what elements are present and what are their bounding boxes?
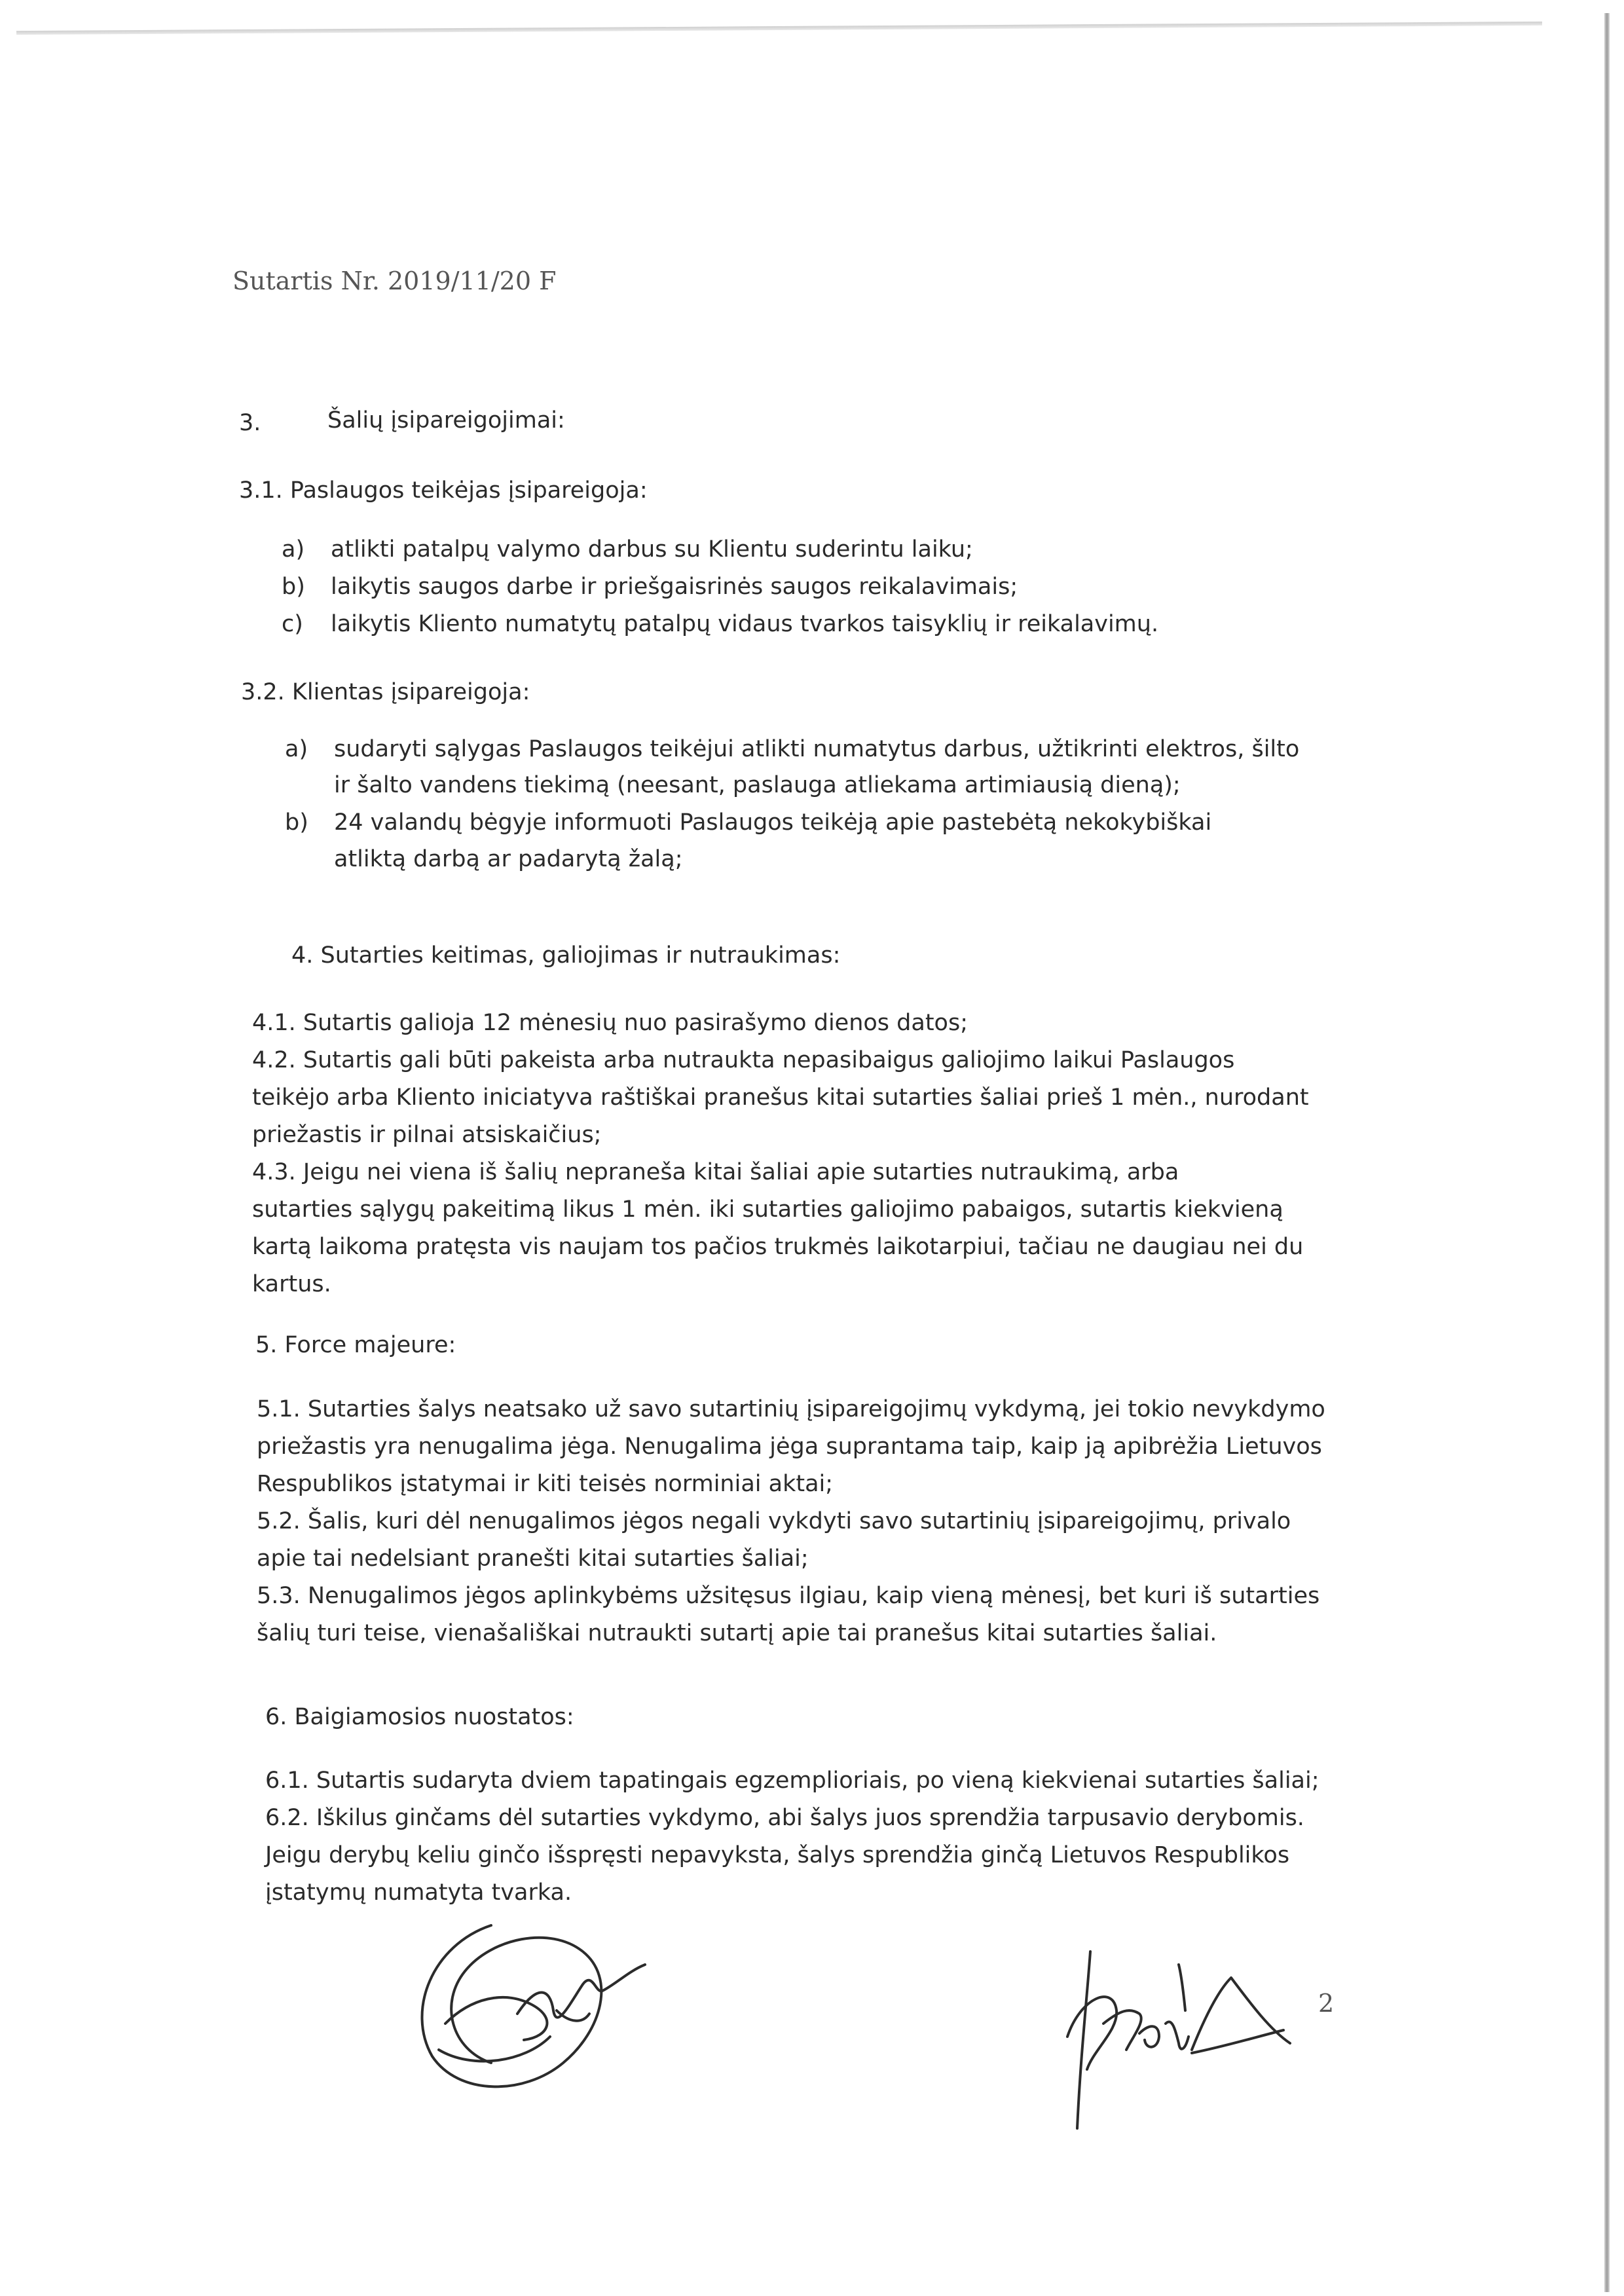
section-4-line: teikėjo arba Kliento iniciatyva raštiškai pranešus kitai sutarties šaliai prieš 1 mėn., nurodant [252, 1084, 1309, 1111]
section-5-line: apie tai nedelsiant pranešti kitai sutarties šaliai; [257, 1546, 809, 1572]
section-3-1-heading: 3.1. Paslaugos teikėjas įsipareigoja: [239, 477, 648, 504]
section-3-2-heading: 3.2. Klientas įsipareigoja: [241, 679, 530, 705]
section-5-title: 5. Force majeure: [255, 1332, 456, 1358]
section-5-line: 5.3. Nenugalimos jėgos aplinkybėms užsitęsus ilgiau, kaip vieną mėnesį, bet kuri iš sutarties [257, 1583, 1320, 1609]
scan-edge-right [1604, 13, 1610, 2292]
section-3-1-item-a: a) atlikti patalpų valymo darbus su Klientu suderintu laiku; [282, 536, 973, 563]
signature-right [1041, 1938, 1316, 2135]
section-3-2-item-b-cont: atliktą darbą ar padarytą žalą; [334, 846, 683, 872]
section-4-line: sutarties sąlygų pakeitimą likus 1 mėn. iki sutarties galiojimo pabaigos, sutartis kiekvieną [252, 1196, 1283, 1223]
signature-left [393, 1899, 668, 2122]
section-5-line: Respublikos įstatymai ir kiti teisės norminiai aktai; [257, 1471, 834, 1497]
contract-number: Sutartis Nr. 2019/11/20 F [232, 267, 557, 295]
section-5-line: priežastis yra nenugalima jėga. Nenugalima jėga suprantama taip, kaip ją apibrėžia Lietuvos [257, 1434, 1322, 1460]
page-number: 2 [1318, 1989, 1335, 2018]
section-3-2-item-a-cont: ir šalto vandens tiekimą (neesant, paslauga atliekama artimiausią dieną); [334, 772, 1181, 798]
section-4-line: priežastis ir pilnai atsiskaičius; [252, 1122, 602, 1148]
section-4-line: 4.2. Sutartis gali būti pakeista arba nutraukta nepasibaigus galiojimo laikui Paslaugos [252, 1047, 1235, 1073]
section-5-line: 5.2. Šalis, kuri dėl nenugalimos jėgos negali vykdyti savo sutartinių įsipareigojimų, privalo [257, 1508, 1291, 1534]
section-4-line: 4.3. Jeigu nei viena iš šalių nepraneša kitai šaliai apie sutarties nutraukimą, arba [252, 1159, 1179, 1185]
section-4-line: kartus. [252, 1271, 331, 1297]
section-6-line: 6.2. Iškilus ginčams dėl sutarties vykdymo, abi šalys juos sprendžia tarpusavio derybomis. [265, 1805, 1304, 1831]
section-3-2-item-b: b) 24 valandų bėgyje informuoti Paslaugos teikėją apie pastebėtą nekokybiškai [285, 809, 1212, 836]
section-6-line: įstatymų numatyta tvarka. [265, 1879, 572, 1906]
section-4-title: 4. Sutarties keitimas, galiojimas ir nutraukimas: [291, 942, 841, 969]
section-3-title: Šalių įsipareigojimai: [327, 407, 565, 434]
section-4-line: kartą laikoma pratęsta vis naujam tos pačios trukmės laikotarpiui, tačiau ne daugiau nei du [252, 1234, 1304, 1260]
section-5-line: šalių turi teise, vienašališkai nutraukti sutartį apie tai pranešus kitai sutarties šaliai. [257, 1620, 1217, 1646]
section-3-1-item-c: c) laikytis Kliento numatytų patalpų vidaus tvarkos taisyklių ir reikalavimų. [282, 611, 1159, 637]
section-6-line: 6.1. Sutartis sudaryta dviem tapatingais egzemplioriais, po vieną kiekvienai sutarties šaliai; [265, 1768, 1320, 1794]
section-3-number: 3. [239, 410, 261, 436]
section-5-line: 5.1. Sutarties šalys neatsako už savo sutartinių įsipareigojimų vykdymą, jei tokio nevykdymo [257, 1396, 1325, 1422]
section-3-2-item-a: a) sudaryti sąlygas Paslaugos teikėjui atlikti numatytus darbus, užtikrinti elektros, šilto [285, 736, 1300, 762]
section-3-1-item-b: b) laikytis saugos darbe ir priešgaisrinės saugos reikalavimais; [282, 574, 1018, 600]
scan-edge-top [16, 22, 1542, 35]
section-6-title: 6. Baigiamosios nuostatos: [265, 1704, 574, 1730]
section-6-line: Jeigu derybų keliu ginčo išspręsti nepavyksta, šalys sprendžia ginčą Lietuvos Respublikos [265, 1842, 1290, 1868]
section-4-line: 4.1. Sutartis galioja 12 mėnesių nuo pasirašymo dienos datos; [252, 1010, 968, 1036]
